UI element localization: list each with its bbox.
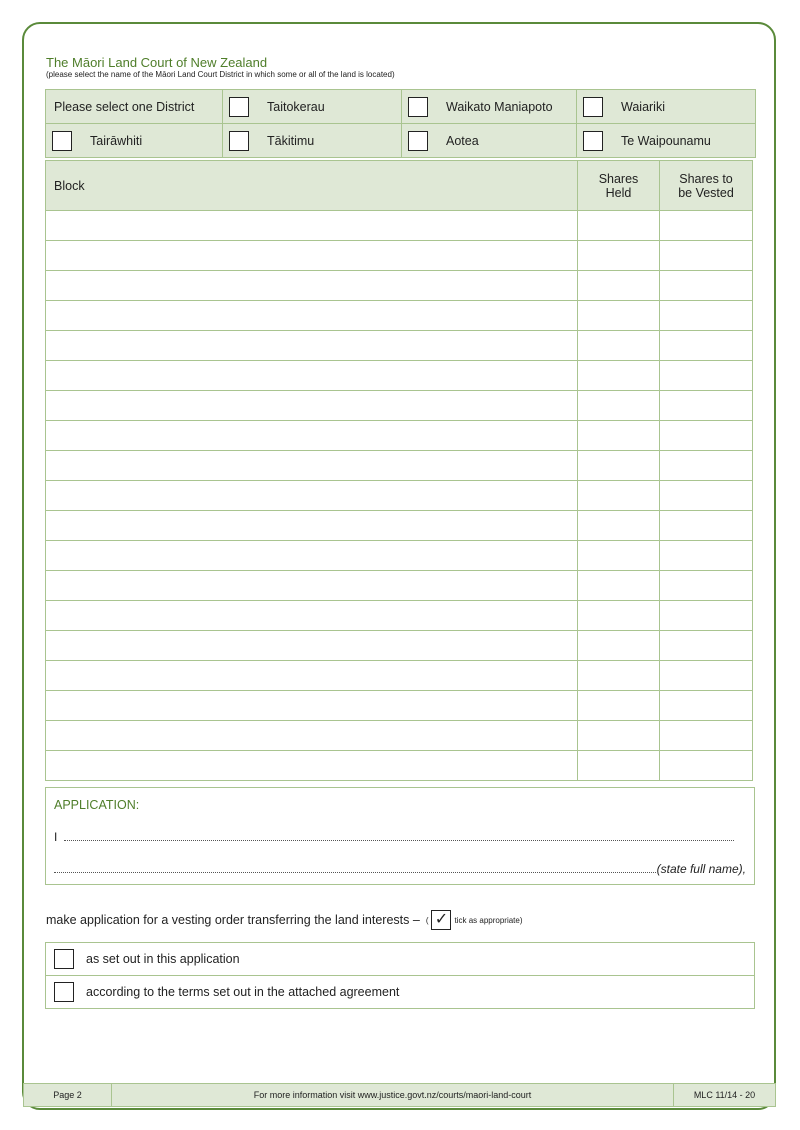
applicant-i-label: I bbox=[54, 830, 58, 844]
block-cell[interactable] bbox=[46, 391, 578, 421]
shares-held-cell[interactable] bbox=[578, 481, 660, 511]
shares-vested-cell[interactable] bbox=[660, 571, 753, 601]
block-cell[interactable] bbox=[46, 301, 578, 331]
block-cell[interactable] bbox=[46, 451, 578, 481]
footer-code: MLC 11/14 - 20 bbox=[674, 1084, 776, 1107]
tick-example-icon: ✓ bbox=[431, 910, 451, 930]
district-option-waiariki[interactable] bbox=[577, 90, 756, 124]
district-checkbox[interactable] bbox=[408, 131, 428, 151]
tick-hint-open: ( bbox=[425, 915, 429, 925]
tick-hint: tick as appropriate) bbox=[454, 915, 523, 925]
block-cell[interactable] bbox=[46, 361, 578, 391]
block-cell[interactable] bbox=[46, 721, 578, 751]
shares-vested-cell[interactable] bbox=[660, 541, 753, 571]
district-label: Tākitimu bbox=[267, 133, 315, 148]
district-label: Taitokerau bbox=[267, 99, 325, 114]
table-row bbox=[46, 721, 753, 751]
shares-held-cell[interactable] bbox=[578, 691, 660, 721]
shares-vested-cell[interactable] bbox=[660, 421, 753, 451]
shares-held-cell[interactable] bbox=[578, 751, 660, 781]
table-row bbox=[46, 391, 753, 421]
court-title: The Māori Land Court of New Zealand bbox=[46, 55, 268, 70]
shares-vested-cell[interactable] bbox=[660, 301, 753, 331]
full-name-hint-text: (state full name) bbox=[656, 862, 743, 876]
full-name-hint bbox=[657, 862, 746, 876]
district-label: Te Waipounamu bbox=[621, 133, 711, 148]
shares-vested-cell[interactable] bbox=[660, 721, 753, 751]
application-heading: APPLICATION: bbox=[54, 798, 140, 812]
shares-vested-cell[interactable] bbox=[660, 661, 753, 691]
district-checkbox[interactable] bbox=[583, 131, 603, 151]
table-row bbox=[46, 361, 753, 391]
court-subtitle: (please select the name of the Māori Land Court District in which some or all of the land is located) bbox=[46, 70, 395, 79]
table-row bbox=[46, 571, 753, 601]
district-checkbox[interactable] bbox=[408, 97, 428, 117]
district-checkbox[interactable] bbox=[583, 97, 603, 117]
shares-held-cell[interactable] bbox=[578, 661, 660, 691]
shares-vested-cell[interactable] bbox=[660, 241, 753, 271]
shares-held-cell[interactable] bbox=[578, 331, 660, 361]
vesting-option-application[interactable] bbox=[46, 943, 755, 976]
district-label: Waikato Maniapoto bbox=[446, 99, 553, 114]
block-cell[interactable] bbox=[46, 691, 578, 721]
shares-held-cell[interactable] bbox=[578, 571, 660, 601]
shares-vested-cell[interactable] bbox=[660, 691, 753, 721]
district-prompt-cell bbox=[46, 90, 223, 124]
shares-held-cell[interactable] bbox=[578, 541, 660, 571]
table-row bbox=[46, 271, 753, 301]
block-cell[interactable] bbox=[46, 331, 578, 361]
applicant-name-field-line2[interactable] bbox=[54, 872, 656, 873]
shares-vested-cell[interactable] bbox=[660, 361, 753, 391]
table-row bbox=[46, 241, 753, 271]
shares-held-cell[interactable] bbox=[578, 211, 660, 241]
table-row bbox=[46, 211, 753, 241]
district-checkbox[interactable] bbox=[229, 131, 249, 151]
block-cell[interactable] bbox=[46, 481, 578, 511]
vesting-statement-line bbox=[46, 910, 523, 930]
vesting-checkbox[interactable] bbox=[54, 982, 74, 1002]
full-name-comma: , bbox=[742, 862, 746, 876]
block-cell[interactable] bbox=[46, 751, 578, 781]
vesting-option-agreement[interactable] bbox=[46, 976, 755, 1009]
shares-held-cell[interactable] bbox=[578, 601, 660, 631]
table-row bbox=[46, 691, 753, 721]
shares-held-cell[interactable] bbox=[578, 631, 660, 661]
shares-vested-cell[interactable] bbox=[660, 751, 753, 781]
block-cell[interactable] bbox=[46, 631, 578, 661]
district-option-taitokerau[interactable] bbox=[223, 90, 402, 124]
shares-vested-cell[interactable] bbox=[660, 331, 753, 361]
district-option-te-waipounamu[interactable] bbox=[577, 124, 756, 158]
table-row bbox=[46, 631, 753, 661]
shares-vested-cell[interactable] bbox=[660, 481, 753, 511]
table-row bbox=[46, 331, 753, 361]
vesting-option-label: as set out in this application bbox=[86, 952, 240, 966]
block-table bbox=[45, 160, 753, 781]
district-prompt: Please select one District bbox=[54, 99, 195, 114]
shares-held-cell[interactable] bbox=[578, 391, 660, 421]
table-row bbox=[46, 481, 753, 511]
block-cell[interactable] bbox=[46, 271, 578, 301]
block-cell[interactable] bbox=[46, 541, 578, 571]
district-checkbox[interactable] bbox=[229, 97, 249, 117]
shares-held-cell[interactable] bbox=[578, 361, 660, 391]
district-label: Waiariki bbox=[621, 99, 665, 114]
block-cell[interactable] bbox=[46, 661, 578, 691]
footer-info: For more information visit www.justice.govt.nz/courts/maori-land-court bbox=[112, 1084, 674, 1107]
table-row bbox=[46, 751, 753, 781]
district-option-tairawhiti[interactable] bbox=[46, 124, 223, 158]
shares-held-cell[interactable] bbox=[578, 301, 660, 331]
shares-vested-cell[interactable] bbox=[660, 631, 753, 661]
footer-page: Page 2 bbox=[24, 1084, 112, 1107]
shares-vested-cell[interactable] bbox=[660, 271, 753, 301]
shares-vested-cell[interactable] bbox=[660, 451, 753, 481]
table-row bbox=[46, 601, 753, 631]
shares-vested-cell[interactable] bbox=[660, 601, 753, 631]
block-cell[interactable] bbox=[46, 511, 578, 541]
table-row bbox=[46, 541, 753, 571]
district-option-waikato-maniapoto[interactable] bbox=[402, 90, 577, 124]
vesting-statement: make application for a vesting order transferring the land interests – bbox=[46, 913, 420, 927]
shares-held-cell[interactable] bbox=[578, 271, 660, 301]
table-row bbox=[46, 421, 753, 451]
district-selector bbox=[45, 89, 756, 158]
shares-held-header: Shares Held bbox=[578, 161, 660, 211]
shares-held-cell[interactable] bbox=[578, 241, 660, 271]
district-checkbox[interactable] bbox=[52, 131, 72, 151]
shares-held-cell[interactable] bbox=[578, 421, 660, 451]
vesting-options bbox=[45, 942, 755, 1009]
shares-vested-cell[interactable] bbox=[660, 391, 753, 421]
block-cell[interactable] bbox=[46, 421, 578, 451]
table-row bbox=[46, 511, 753, 541]
application-section bbox=[45, 787, 755, 885]
shares-vested-cell[interactable] bbox=[660, 511, 753, 541]
vesting-option-label: according to the terms set out in the attached agreement bbox=[86, 985, 400, 999]
shares-held-cell[interactable] bbox=[578, 721, 660, 751]
shares-vested-cell[interactable] bbox=[660, 211, 753, 241]
district-label: Tairāwhiti bbox=[90, 133, 143, 148]
district-option-takitimu[interactable] bbox=[223, 124, 402, 158]
page-footer bbox=[23, 1083, 776, 1107]
block-cell[interactable] bbox=[46, 571, 578, 601]
block-cell[interactable] bbox=[46, 601, 578, 631]
shares-vested-header: Shares to be Vested bbox=[660, 161, 753, 211]
block-cell[interactable] bbox=[46, 241, 578, 271]
table-row bbox=[46, 661, 753, 691]
shares-held-cell[interactable] bbox=[578, 511, 660, 541]
block-cell[interactable] bbox=[46, 211, 578, 241]
shares-held-cell[interactable] bbox=[578, 451, 660, 481]
district-label: Aotea bbox=[446, 133, 479, 148]
table-row bbox=[46, 451, 753, 481]
table-row bbox=[46, 301, 753, 331]
applicant-name-field[interactable] bbox=[64, 840, 734, 841]
district-option-aotea[interactable] bbox=[402, 124, 577, 158]
vesting-checkbox[interactable] bbox=[54, 949, 74, 969]
block-header: Block bbox=[46, 161, 578, 211]
